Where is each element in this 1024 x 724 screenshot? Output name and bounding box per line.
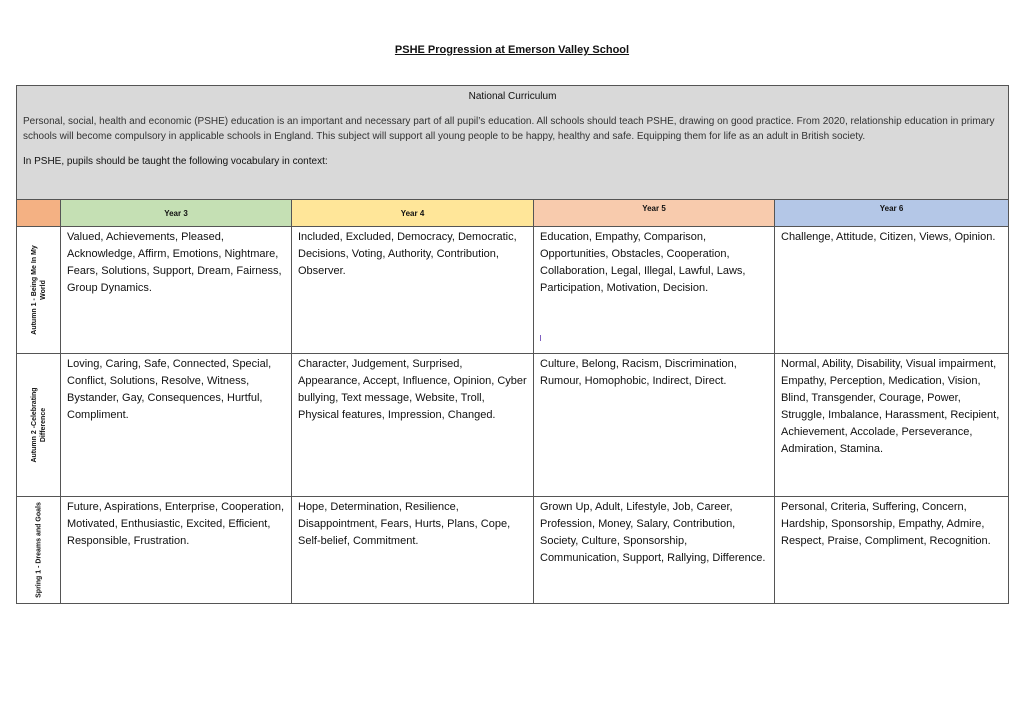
table-row [17,497,1009,604]
vocab-cell-autumn1-year6: Challenge, Attitude, Citizen, Views, Opinion. [775,227,1009,354]
header-year-6: Year 6 [775,200,1009,227]
vocab-cell-spring1-year5: Grown Up, Adult, Lifestyle, Job, Career, Profession, Money, Salary, Contribution, Society, Culture, Sponsorship, Communication, Support, Rallying, Difference. [534,497,775,604]
vocab-cell-autumn2-year5: Culture, Belong, Racism, Discrimination, Rumour, Homophobic, Indirect, Direct. [534,354,775,497]
page-title: PSHE Progression at Emerson Valley School [394,44,630,56]
term-label-text: Spring 1 - Dreams and Goals [35,502,42,598]
vocab-cell-autumn1-year4: Included, Excluded, Democracy, Democratic, Decisions, Voting, Authority, Contribution, Observer. [292,227,534,354]
national-curriculum-description: Personal, social, health and economic (PSHE) education is an important and necessary part of all pupil’s education. All schools should teach PSHE, drawing on good practice. From 2020, relationship education in primary schools will become compulsory in applicable schools in England. This subject will support all young people to be happy, healthy and safe. Equipping them for life as an adult in British society. [23,116,995,142]
vocab-cell-autumn2-year3: Loving, Caring, Safe, Connected, Special, Conflict, Solutions, Resolve, Witness, Bystander, Gay, Consequences, Hurtful, Compliment. [61,354,292,497]
term-label-autumn-1 [17,227,61,354]
text-cursor-marker [540,335,541,341]
year-header-row [17,200,1009,227]
header-year-3: Year 3 [61,200,292,227]
national-curriculum-cell [17,86,1009,200]
vocab-cell-spring1-year3: Future, Aspirations, Enterprise, Cooperation, Motivated, Enthusiastic, Excited, Efficient, Responsible, Frustration. [61,497,292,604]
national-curriculum-row [17,86,1009,200]
vocab-cell-autumn2-year6: Normal, Ability, Disability, Visual impairment, Empathy, Perception, Medication, Vision, Blind, Transgender, Courage, Power, Struggle, Imbalance, Harassment, Recipient, Achievement, Accolade, Perseverance, Admiration, Stamina. [775,354,1009,497]
term-label-text: Autumn 2 -Celebrating Difference [30,387,47,463]
vocab-cell-spring1-year4: Hope, Determination, Resilience, Disappointment, Fears, Hurts, Plans, Cope, Self-belief, Commitment. [292,497,534,604]
national-curriculum-heading: National Curriculum [468,91,557,102]
header-year-5: Year 5 [534,200,775,227]
vocabulary-intro: In PSHE, pupils should be taught the following vocabulary in context: [23,156,328,167]
vocab-cell-autumn1-year3: Valued, Achievements, Pleased, Acknowledge, Affirm, Emotions, Nightmare, Fears, Solutions, Support, Dream, Fairness, Group Dynamics. [61,227,292,354]
table-row [17,227,1009,354]
pshe-progression-table [16,85,1009,604]
term-label-spring-1 [17,497,61,604]
table-row [17,354,1009,497]
vocab-cell-autumn2-year4: Character, Judgement, Surprised, Appearance, Accept, Influence, Opinion, Cyber bullying, Text message, Website, Troll, Physical features, Impression, Changed. [292,354,534,497]
header-corner [17,200,61,227]
vocab-cell-spring1-year6: Personal, Criteria, Suffering, Concern, Hardship, Sponsorship, Empathy, Admire, Respect, Praise, Compliment, Recognition. [775,497,1009,604]
header-year-4: Year 4 [292,200,534,227]
term-label-text: Autumn 1 - Being Me In My World [30,245,47,335]
term-label-autumn-2 [17,354,61,497]
vocab-text: Education, Empathy, Comparison, Opportunities, Obstacles, Cooperation, Collaboration, Legal, Illegal, Lawful, Laws, Participation, Motivation, Decision. [540,231,746,294]
vocab-cell-autumn1-year5 [534,227,775,354]
